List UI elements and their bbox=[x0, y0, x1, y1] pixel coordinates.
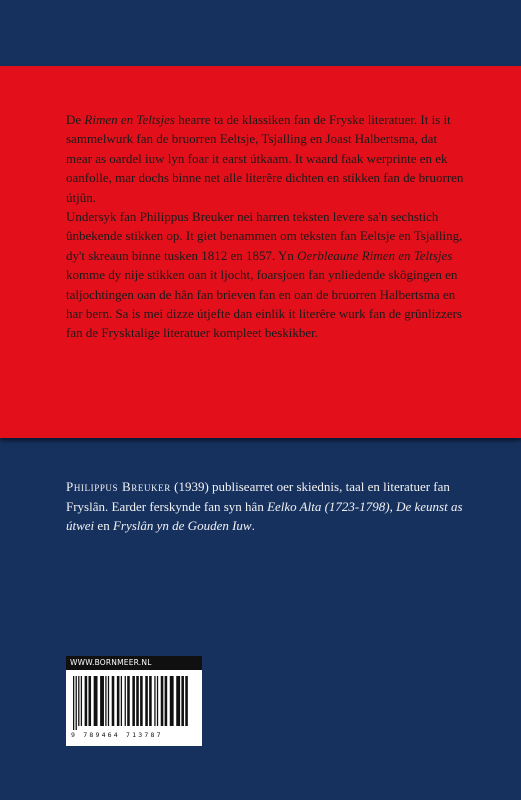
barcode-bar bbox=[78, 676, 79, 726]
author-bio bbox=[66, 477, 466, 536]
barcode-bar bbox=[185, 676, 188, 726]
barcode-bar bbox=[161, 676, 164, 726]
barcode-bar bbox=[112, 676, 115, 726]
barcode-bar bbox=[165, 676, 168, 726]
blurb-paragraph-1 bbox=[66, 110, 466, 207]
text-run: Undersyk fan Philippus Breuker nei harren teksten levere sa'n sechstich ûnbekende stikken op. It giet benammen om teksten fan Eeltsje en Tsjalling, dy't skreaun binne tusken 1812 en 1857. Yn bbox=[66, 209, 463, 263]
blurb-paragraph-2 bbox=[66, 207, 466, 343]
book-title: Rimen en Teltsjes bbox=[84, 112, 175, 127]
barcode-bar bbox=[105, 676, 106, 726]
work-title: Eelko Alta (1723-1798) bbox=[267, 498, 390, 514]
barcode-bar bbox=[121, 676, 122, 726]
barcode-bar bbox=[100, 676, 104, 726]
text-run: komme dy nije stikken oan it ljocht, foarsjoen fan ynliedende skôgingen en taljochtingen oan de hân fan brieven fan en oan de bruorren Halbertsma en har bern. Sa is mei dizze útjefte dan einlik it literêre wurk fan de grûnlizzers fan de Frysktalige literatuer kompleet beskikber. bbox=[66, 267, 462, 341]
barcode-bar bbox=[125, 676, 126, 726]
barcode-bar bbox=[140, 676, 143, 726]
barcode-bar bbox=[94, 676, 98, 726]
text-run: hearre ta de klassiken fan de Fryske literatuer. It is it sammelwurk fan de bruorren Eeltsje, Tsjalling en Joast Halbertsma, dat mear as oardel iuw lyn foar it earst útkaam. It waard faak werprinte en ek oanfolle, mar dochs binne net alle literêre dichten en stikken fan de bruorren útjûn. bbox=[66, 112, 464, 205]
barcode-bar bbox=[154, 676, 155, 726]
barcode-bar bbox=[117, 676, 120, 726]
publisher-website: WWW.BORNMEER.NL bbox=[66, 656, 202, 670]
barcode-bar bbox=[157, 676, 158, 726]
barcode-bar bbox=[149, 676, 152, 726]
text-run: , bbox=[389, 498, 397, 514]
barcode-bar bbox=[85, 676, 88, 726]
barcode-bar bbox=[127, 676, 130, 726]
barcode-bar bbox=[170, 676, 174, 726]
barcode-bar bbox=[181, 676, 184, 726]
text-run: De bbox=[66, 112, 85, 127]
barcode-bar bbox=[176, 676, 180, 726]
text-run: (1939) publisearret oer skiednis, taal en literatuer fan Fryslân. Earder ferskynde fan syn hân bbox=[66, 479, 450, 514]
barcode-bar bbox=[73, 676, 74, 730]
barcode-label bbox=[66, 656, 202, 746]
author-bio-paragraph bbox=[66, 477, 466, 536]
barcode-bar bbox=[108, 676, 109, 726]
blurb-text bbox=[66, 110, 466, 343]
barcode-bar bbox=[136, 676, 139, 726]
text-run: en bbox=[94, 518, 113, 533]
work-title: De keunst as útwei bbox=[66, 498, 463, 533]
barcode-bar bbox=[88, 676, 91, 726]
author-name: Philippus Breuker bbox=[66, 479, 171, 494]
barcode bbox=[71, 676, 197, 730]
isbn-number: 9 789464 713787 bbox=[71, 731, 163, 739]
text-run: . bbox=[251, 518, 255, 533]
book-title: Oerbleaune Rimen en Teltsjes bbox=[297, 247, 453, 263]
barcode-bar bbox=[132, 676, 135, 726]
barcode-bar bbox=[81, 676, 82, 726]
barcode-bar bbox=[76, 676, 77, 730]
barcode-bar bbox=[145, 676, 148, 726]
work-title: Fryslân yn de Gouden Iuw bbox=[112, 518, 252, 533]
